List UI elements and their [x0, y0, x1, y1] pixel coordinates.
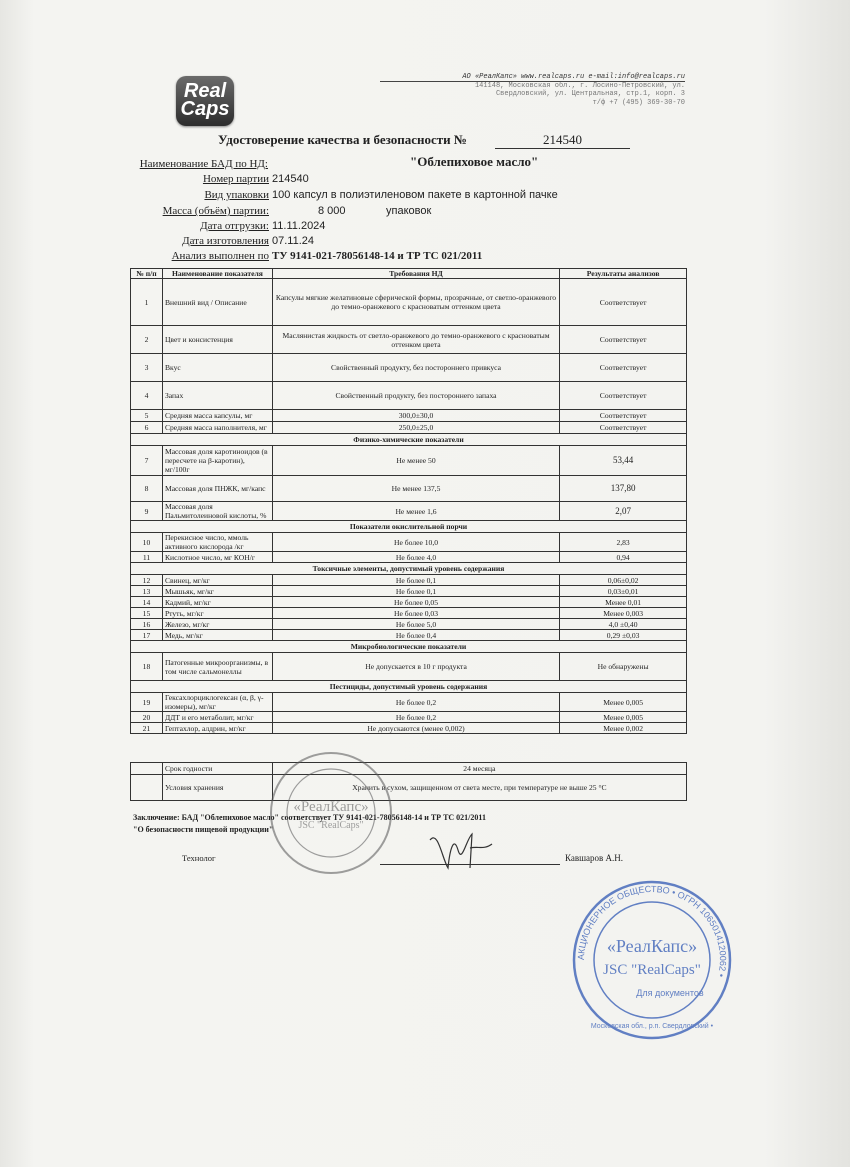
stamp-ring-text: АКЦИОНЕРНОЕ ОБЩЕСТВО • ОГРН 1065014120062 • [575, 883, 729, 979]
made-date-value: 07.11.24 [272, 235, 315, 247]
row-requirement: Не более 0,4 [272, 630, 559, 641]
technologist-name: Кавшаров А.Н. [565, 853, 624, 863]
row-number: 6 [131, 422, 163, 434]
row-indicator: Внешний вид / Описание [162, 279, 272, 326]
analysis-table [130, 268, 687, 734]
section-row [131, 681, 687, 693]
table-row [131, 502, 687, 521]
stamp-blue-en: JSC "RealCaps" [603, 962, 701, 978]
row-indicator: Кадмий, мг/кг [162, 597, 272, 608]
row-result: Менее 0,005 [560, 693, 687, 712]
row-number: 14 [131, 597, 163, 608]
storage-label: Условия хранения [162, 775, 272, 801]
stamp-gray-en: JSC "RealCaps" [298, 820, 364, 831]
pack-label: Вид упаковки [204, 189, 269, 201]
row-number: 17 [131, 630, 163, 641]
table-row [131, 586, 687, 597]
table-row [131, 410, 687, 422]
row-requirement: Свойственный продукту, без постороннего запаха [272, 382, 559, 410]
row-number: 7 [131, 446, 163, 476]
row-number: 16 [131, 619, 163, 630]
row-indicator: Массовая доля ПНЖК, мг/капс [162, 476, 272, 502]
shelf-life-value: 24 месяца [272, 763, 686, 775]
header-result: Результаты анализов [560, 269, 687, 279]
row-result: Не обнаружены [560, 653, 687, 681]
row-number: 9 [131, 502, 163, 521]
stamp-for-docs: Для документов [636, 988, 704, 998]
row-result: 0,29 ±0,03 [560, 630, 687, 641]
row-result: Соответствует [560, 410, 687, 422]
row-requirement: Не допускаются (менее 0,002) [272, 723, 559, 734]
header-indicator: Наименование показателя [162, 269, 272, 279]
row-indicator: Медь, мг/кг [162, 630, 272, 641]
table-row [131, 712, 687, 723]
mass-label: Масса (объём) партии: [162, 205, 269, 217]
certificate-number: 214540 [495, 132, 630, 149]
table-row [131, 382, 687, 410]
row-requirement: Не более 0,2 [272, 693, 559, 712]
header-requirement: Требования НД [272, 269, 559, 279]
section-row [131, 563, 687, 575]
row-requirement: Не более 0,2 [272, 712, 559, 723]
company-logo [176, 76, 234, 126]
row-indicator: Свинец, мг/кг [162, 575, 272, 586]
row-number: 19 [131, 693, 163, 712]
row-number: 11 [131, 552, 163, 563]
section-pesticides: Пестициды, допустимый уровень содержания [131, 681, 687, 693]
batch-value: 214540 [272, 173, 309, 185]
row-result: Соответствует [560, 422, 687, 434]
table-row [131, 552, 687, 563]
row-requirement: Не более 0,05 [272, 597, 559, 608]
blank-cell [131, 775, 163, 801]
section-row [131, 434, 687, 446]
pack-value: 100 капсул в полиэтиленовом пакете в картонной пачке [272, 189, 558, 201]
table-row [131, 533, 687, 552]
table-row [131, 693, 687, 712]
row-indicator: Массовая доля каротиноидов (в пересчете на β-каротин), мг/100г [162, 446, 272, 476]
section-toxic: Токсичные элементы, допустимый уровень содержания [131, 563, 687, 575]
storage-row [131, 775, 687, 801]
row-indicator: ДДТ и его метаболит, мг/кг [162, 712, 272, 723]
shelf-life-label: Срок годности [162, 763, 272, 775]
row-result: Соответствует [560, 354, 687, 382]
row-indicator: Средняя масса капсулы, мг [162, 410, 272, 422]
row-result: 2,83 [560, 533, 687, 552]
company-stamp-gray [266, 748, 396, 878]
row-requirement: Не менее 137,5 [272, 476, 559, 502]
row-requirement: 300,0±30,0 [272, 410, 559, 422]
row-requirement: 250,0±25,0 [272, 422, 559, 434]
name-value: "Облепиховое масло" [410, 154, 539, 169]
conclusion-line-1: Заключение: БАД "Облепиховое масло" соответствует ТУ 9141-021-78056148-14 и ТР ТС 021/2011 [133, 813, 486, 822]
header-line-2: 141148, Московская обл., г. Лосино-Петровский, ул. [474, 81, 685, 90]
row-requirement: Маслянистая жидкость от светло-оранжевого до темно-оранжевого с красноватым оттенком цвета [272, 326, 559, 354]
table-row [131, 354, 687, 382]
table-row [131, 653, 687, 681]
table-row [131, 575, 687, 586]
row-indicator: Железо, мг/кг [162, 619, 272, 630]
row-indicator: Массовая доля Пальмитолеиновой кислоты, % [162, 502, 272, 521]
row-requirement: Не более 4,0 [272, 552, 559, 563]
row-number: 12 [131, 575, 163, 586]
made-date-label: Дата изготовления [182, 235, 269, 247]
row-indicator: Гептахлор, алдрин, мг/кг [162, 723, 272, 734]
row-requirement: Свойственный продукту, без постороннего привкуса [272, 354, 559, 382]
row-number: 8 [131, 476, 163, 502]
row-result: Менее 0,01 [560, 597, 687, 608]
row-indicator: Средняя масса наполнителя, мг [162, 422, 272, 434]
row-result: 0,94 [560, 552, 687, 563]
table-row [131, 723, 687, 734]
row-number: 3 [131, 354, 163, 382]
row-requirement: Не более 0,1 [272, 575, 559, 586]
row-indicator: Запах [162, 382, 272, 410]
row-result: Менее 0,002 [560, 723, 687, 734]
mass-unit: упаковок [386, 205, 432, 217]
section-physchem: Физико-химические показатели [131, 434, 687, 446]
row-result: Менее 0,005 [560, 712, 687, 723]
logo-text-1: Real [183, 80, 227, 102]
analysis-label: Анализ выполнен по [171, 250, 269, 262]
ship-date-value: 11.11.2024 [272, 220, 326, 232]
table-row [131, 476, 687, 502]
stamp-gray-ru: «РеалКапс» [293, 799, 369, 815]
table-header-row [131, 269, 687, 279]
row-result: 0,06±0,02 [560, 575, 687, 586]
row-number: 20 [131, 712, 163, 723]
row-result: Соответствует [560, 382, 687, 410]
row-number: 5 [131, 410, 163, 422]
batch-label: Номер партии [202, 173, 269, 185]
row-result: Соответствует [560, 326, 687, 354]
table-row [131, 326, 687, 354]
row-indicator: Цвет и консистенция [162, 326, 272, 354]
row-number: 18 [131, 653, 163, 681]
row-result: Менее 0,003 [560, 608, 687, 619]
section-oxidation: Показатели окислительной порчи [131, 521, 687, 533]
row-requirement: Не более 0,1 [272, 586, 559, 597]
row-requirement: Не более 0,03 [272, 608, 559, 619]
handwritten-signature [420, 828, 500, 876]
table-row [131, 446, 687, 476]
row-requirement: Не более 10,0 [272, 533, 559, 552]
company-header [380, 73, 685, 107]
row-indicator: Гексахлорциклогексан (α, β, γ-изомеры), мг/кг [162, 693, 272, 712]
table-row [131, 630, 687, 641]
header-rule [380, 81, 685, 82]
row-indicator: Кислотное число, мг КОН/г [162, 552, 272, 563]
row-requirement: Не допускается в 10 г продукта [272, 653, 559, 681]
header-line-3: Свердловский, ул. Центральная, стр.1, корп. 3 [495, 90, 685, 98]
document-title: Удостоверение качества и безопасности № [218, 132, 467, 147]
ship-date-label: Дата отгрузки: [200, 220, 269, 232]
row-result: Соответствует [560, 279, 687, 326]
row-indicator: Вкус [162, 354, 272, 382]
logo-text-2: Caps [180, 98, 230, 120]
header-line-1: АО «РеалКапс» www.realcaps.ru e-mail:info@realcaps.ru [462, 73, 685, 81]
stamp-blue-ru: «РеалКапс» [606, 936, 698, 956]
section-micro: Микробиологические показатели [131, 641, 687, 653]
table-row [131, 608, 687, 619]
row-requirement: Не более 5,0 [272, 619, 559, 630]
row-result: 2,07 [560, 502, 687, 521]
row-indicator: Патогенные микроорганизмы, в том числе сальмонеллы [162, 653, 272, 681]
shelf-life-row [131, 763, 687, 775]
row-result: 4,0 ±0,40 [560, 619, 687, 630]
row-number: 4 [131, 382, 163, 410]
header-line-4: т/ф +7 (495) 369-30-70 [592, 98, 685, 107]
header-number: № п/п [131, 269, 163, 279]
row-requirement: Капсулы мягкие желатиновые сферической формы, прозрачные, от светло-оранжевого до темно-оранжевого с красноватым оттенком цвета [272, 279, 559, 326]
row-requirement: Не менее 50 [272, 446, 559, 476]
row-number: 13 [131, 586, 163, 597]
conclusion-line-2: "О безопасности пищевой продукции" [133, 825, 274, 834]
row-result: 137,80 [560, 476, 687, 502]
row-number: 10 [131, 533, 163, 552]
row-result: 0,03±0,01 [560, 586, 687, 597]
company-stamp-blue [570, 878, 734, 1042]
table-row [131, 619, 687, 630]
row-indicator: Мышьяк, мг/кг [162, 586, 272, 597]
row-number: 1 [131, 279, 163, 326]
row-number: 2 [131, 326, 163, 354]
analysis-value: ТУ 9141-021-78056148-14 и ТР ТС 021/2011 [272, 250, 483, 262]
technologist-role: Технолог [182, 853, 216, 863]
row-indicator: Перекисное число, ммоль активного кислорода /кг [162, 533, 272, 552]
row-result: 53,44 [560, 446, 687, 476]
mass-value: 8 000 [318, 205, 346, 217]
section-row [131, 521, 687, 533]
row-indicator: Ртуть, мг/кг [162, 608, 272, 619]
section-row [131, 641, 687, 653]
row-requirement: Не менее 1,6 [272, 502, 559, 521]
storage-table [130, 762, 687, 801]
stamp-ring-bottom: Московская обл., р.п. Свердловский • [590, 1023, 714, 1030]
table-row [131, 279, 687, 326]
table-row [131, 422, 687, 434]
blank-cell [131, 763, 163, 775]
table-row [131, 597, 687, 608]
storage-value: Хранить в сухом, защищенном от света месте, при температуре не выше 25 °С [272, 775, 686, 801]
row-number: 15 [131, 608, 163, 619]
name-label: Наименование БАД по НД: [139, 158, 268, 170]
row-number: 21 [131, 723, 163, 734]
